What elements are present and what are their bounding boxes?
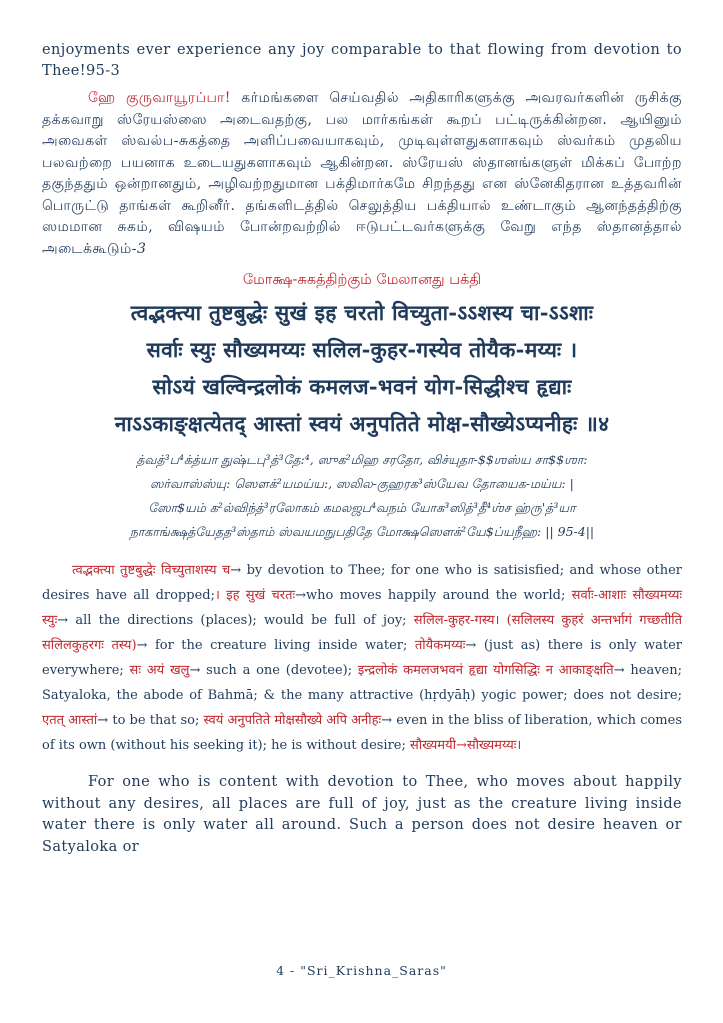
- verse-line: सोऽयं खल्विन्द्रलोकं कमलज-भवनं योग-सिद्धीश्च हृद्याः: [152, 374, 572, 399]
- meaning-english: → such a one (devotee);: [189, 663, 353, 678]
- tamil-transliteration: [42, 448, 682, 544]
- translit-line: நாகாங்க்ஷத்யேதத³ஸ்தாம் ஸ்வயமநுபதிதே மோக்ஷஸௌக்²யே$ப்யநீஹ: || 95-4||: [129, 524, 595, 539]
- verse-line: त्वद्भक्त्या तुष्टबुद्धेः सुखं इह चरतो विच्युता-ऽऽशस्य चा-ऽऽशाः: [130, 300, 594, 325]
- translit-line: ஸர்வாஸ்ஸ்யு: ஸௌக்²யமய்ய:, ஸலில-குஹரக³ஸ்யேவ தோயைக-மய்ய: |: [150, 476, 574, 491]
- meaning-english: →who moves happily around the world;: [295, 588, 566, 603]
- meaning-english: → heaven; Satyaloka, the abode of Bahmā; & the many attractive (hṛdyāḥ) yogic power; does not desire;: [42, 663, 682, 703]
- translit-line: ஸோ$யம் க²ல்விந்த்³ரலோகம் கமலஜப⁴வநம் யோக³ஸித்³தீ⁴ஶ்ச ஹ்ரு'த்³யா: [148, 500, 576, 515]
- page-content: [42, 40, 682, 858]
- meaning-sanskrit: एतत् आस्तां: [42, 713, 98, 728]
- meaning-sanskrit: सौख्यमयी→सौख्यमय्यः।: [405, 738, 522, 753]
- meaning-english: → for the creature living inside water;: [136, 638, 408, 653]
- tamil-invocation: ஹே குருவாயூரப்பா!: [88, 90, 231, 106]
- meaning-english: → to be that so;: [97, 713, 200, 728]
- meaning-english: → all the directions (places); would be full of joy;: [57, 613, 407, 628]
- section-heading: மோக்ஷ-சுகத்திற்கும் மேலானது பக்தி: [242, 272, 482, 288]
- meaning-paragraph: [42, 558, 682, 758]
- tamil-body: கர்மங்களை செய்வதில் அதிகாரிகளுக்கு அவரவர்களின் ருசிக்கு தக்கவாறு ஸ்ரேயஸ்ஸை அடைவதற்கு, பல மார்கங்கள் கூறப் பட்டிருக்கின்றன. ஆயினும் அவைகள் ஸ்வல்ப-சுகத்தை அளிப்பவையாகவும், முடிவுள்ளதுகளாகவும் ஸ்வர்கம் முதலிய பலவற்றை பயனாக உடையதுகளாகவும் ஆகின்றன. ஸ்ரேயஸ் ஸ்தானங்களுள் மிக்கப் போற்ற தகுந்ததும் ஒன்றானதும், அழிவற்றதுமான பக்திமார்கமே சிறந்தது என ஸ்னேகிதரான உத்தவரின் பொருட்டு தாங்கள் கூறினீர். தங்களிடத்தில் செலுத்திய பக்தியால் உண்டாகும் ஆனந்தத்திற்கு ஸமமான சுகம், விஷயம் போன்றவற்றில் ஈடுபட்டவர்களுக்கு வேறு எந்த ஸ்தானத்தால் அடைக்கூடும்-: [42, 90, 682, 257]
- meaning-sanskrit: सः अयं खलु: [123, 663, 190, 678]
- meaning-sanskrit: सलिल-कुहर-गस्य। (सलिलस्य कुहरं अन्तर्भागं गच्छतीति सलिलकुहरगः तस्य): [42, 613, 682, 653]
- meaning-english: → by devotion to Thee; for one who is satisisfied; and whose other desires have all dropped;: [42, 563, 682, 603]
- meaning-sanskrit: स्वयं अनुपतिते मोक्षसौख्ये अपि अनीहः: [199, 713, 382, 728]
- sanskrit-verse: [42, 294, 682, 442]
- meaning-english: → (just as) there is only water everywhere;: [42, 638, 682, 678]
- meaning-sanskrit: । इह सुखं चरतः: [214, 588, 296, 603]
- word-meanings: [42, 558, 682, 758]
- tamil-number: 3: [136, 240, 147, 257]
- tamil-paragraph: [42, 88, 682, 260]
- continuation-text: enjoyments ever experience any joy comparable to that flowing from devotion to Thee!95-3: [42, 42, 682, 79]
- meaning-sanskrit: सर्वाः-आशाः सौख्यमय्यः स्युः: [42, 588, 682, 628]
- meaning-sanskrit: तोयैकमय्यः: [407, 638, 466, 653]
- translit-line: த்வத்³ப⁴க்த்யா துஷ்டபு³த்³தே:⁴, ஸுக²மிஹ சரதோ, விச்யுதா-$$ஶஸ்ய சா$$ஶா:: [136, 452, 588, 467]
- meaning-sanskrit: त्वद्भक्त्या तुष्टबुद्धेः विच्युताशस्य च: [72, 563, 231, 578]
- verse-line: सर्वाः स्युः सौख्यमय्यः सलिल-कुहर-गस्येव तोयैक-मय्यः ।: [146, 337, 578, 362]
- english-prose: For one who is content with devotion to Thee, who moves about happily without any desires, all places are full of joy, just as the creature living inside water there is only water all around. Such a person does not desire heaven or Satyaloka or: [42, 774, 682, 855]
- meaning-english: → even in the bliss of liberation, which comes of its own (without his seeking it); he is without desire;: [42, 713, 682, 753]
- page-footer: 4 - "Sri_Krishna_Saras": [276, 963, 447, 978]
- verse-line: नाऽऽकाङ्क्षत्येतद् आस्तां स्वयं अनुपतिते मोक्ष-सौख्येऽप्यनीहः ॥४: [114, 411, 610, 436]
- meaning-sanskrit: इन्द्रलोकं कमलजभवनं हृद्या योगसिद्धिः न आकाङ्क्षति: [352, 663, 614, 678]
